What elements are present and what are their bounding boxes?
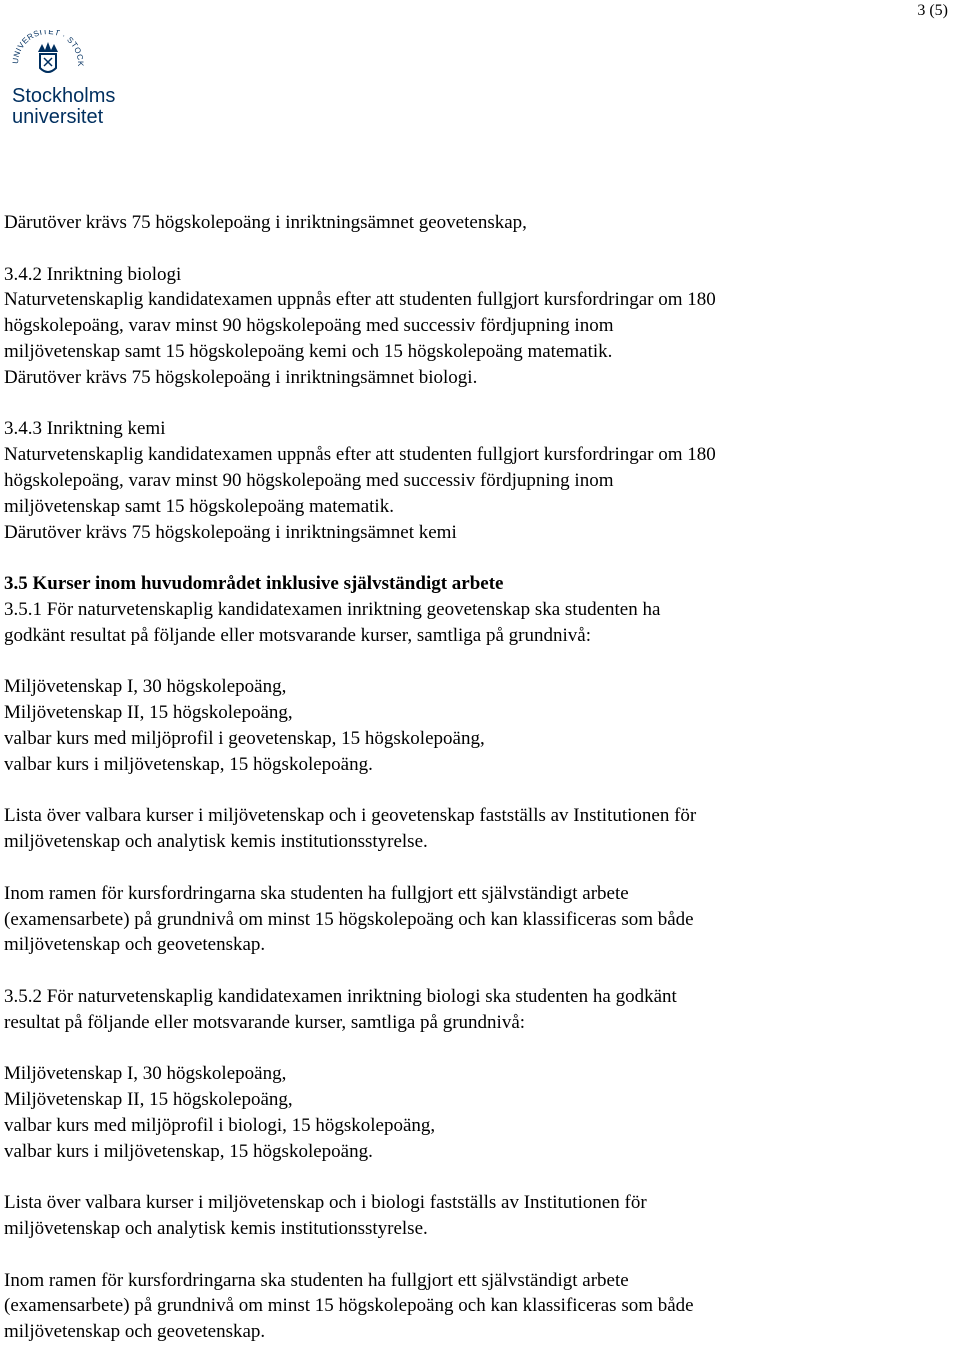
logo-word-stockholms: Stockholms	[12, 85, 116, 107]
paragraph-spacer	[4, 1164, 954, 1190]
document-body	[4, 210, 954, 1345]
section-heading	[4, 571, 954, 597]
text-line: 3.5.2 För naturvetenskaplig kandidatexamen inriktning biologi ska studenten ha godkänt	[4, 985, 677, 1007]
text-line: Miljövetenskap I, 30 högskolepoäng,	[4, 676, 287, 698]
text-line: högskolepoäng, varav minst 90 högskolepoäng med successiv fördjupning inom	[4, 469, 614, 491]
text-line: miljövetenskap och geovetenskap.	[4, 1321, 266, 1343]
text-line: 3.5.1 För naturvetenskaplig kandidatexamen inriktning geovetenskap ska studenten ha	[4, 598, 661, 620]
text-line: (examensarbete) på grundnivå om minst 15 högskolepoäng och kan klassificeras som både	[4, 1295, 694, 1317]
paragraph	[4, 416, 954, 545]
paragraph	[4, 674, 954, 777]
text-line: resultat på följande eller motsvarande kurser, samtliga på grundnivå:	[4, 1011, 526, 1033]
text-line: 3.4.3 Inriktning kemi	[4, 418, 166, 440]
text-line: Inom ramen för kursfordringarna ska studenten ha fullgjort ett självständigt arbete	[4, 1269, 629, 1291]
paragraph-spacer	[4, 236, 954, 262]
text-line: Miljövetenskap I, 30 högskolepoäng,	[4, 1063, 287, 1085]
text-line: Därutöver krävs 75 högskolepoäng i inriktningsämnet kemi	[4, 521, 457, 543]
text-line: Naturvetenskaplig kandidatexamen uppnås efter att studenten fullgjort kursfordringar om 180	[4, 444, 716, 466]
paragraph	[4, 881, 954, 958]
logo-word-universitet: universitet	[12, 106, 104, 128]
text-line: Därutöver krävs 75 högskolepoäng i inriktningsämnet biologi.	[4, 366, 478, 388]
text-line: (examensarbete) på grundnivå om minst 15 högskolepoäng och kan klassificeras som både	[4, 908, 694, 930]
text-line: 3.4.2 Inriktning biologi	[4, 263, 182, 285]
text-line: miljövetenskap samt 15 högskolepoäng matematik.	[4, 495, 394, 517]
page-number: 3 (5)	[917, 2, 948, 19]
text-line: högskolepoäng, varav minst 90 högskolepoäng med successiv fördjupning inom	[4, 315, 614, 337]
paragraph	[4, 803, 954, 855]
paragraph-spacer	[4, 1036, 954, 1062]
text-line: godkänt resultat på följande eller motsvarande kurser, samtliga på grundnivå:	[4, 624, 591, 646]
paragraph	[4, 1190, 954, 1242]
paragraph	[4, 984, 954, 1036]
stockholms-universitet-logo	[12, 30, 134, 130]
paragraph	[4, 262, 954, 391]
text-line: Därutöver krävs 75 högskolepoäng i inriktningsämnet geovetenskap,	[4, 212, 527, 233]
text-line: miljövetenskap och analytisk kemis institutionsstyrelse.	[4, 831, 428, 853]
text-line: valbar kurs i miljövetenskap, 15 högskolepoäng.	[4, 1140, 373, 1162]
paragraph	[4, 1268, 954, 1345]
text-line: miljövetenskap samt 15 högskolepoäng kemi och 15 högskolepoäng matematik.	[4, 340, 613, 362]
paragraph-spacer	[4, 391, 954, 417]
text-line: Inom ramen för kursfordringarna ska studenten ha fullgjort ett självständigt arbete	[4, 882, 629, 904]
text-line: Miljövetenskap II, 15 högskolepoäng,	[4, 702, 293, 724]
paragraph	[4, 597, 954, 649]
text-line: valbar kurs med miljöprofil i biologi, 15 högskolepoäng,	[4, 1114, 436, 1136]
paragraph	[4, 1061, 954, 1164]
logo-arc-text: NIVERSITET · STOCK	[12, 30, 86, 67]
text-line: Miljövetenskap II, 15 högskolepoäng,	[4, 1089, 293, 1111]
text-line: valbar kurs med miljöprofil i geovetenskap, 15 högskolepoäng,	[4, 727, 485, 749]
paragraph-spacer	[4, 958, 954, 984]
paragraph-spacer	[4, 1242, 954, 1268]
paragraph-spacer	[4, 649, 954, 675]
text-line: Naturvetenskaplig kandidatexamen uppnås efter att studenten fullgjort kursfordringar om 180	[4, 289, 716, 311]
text-line: miljövetenskap och geovetenskap.	[4, 934, 266, 956]
text-line: 3.5 Kurser inom huvudområdet inklusive självständigt arbete	[4, 573, 504, 595]
university-seal-icon	[12, 30, 134, 130]
text-line: Lista över valbara kurser i miljövetenskap och i geovetenskap fastställs av Institutionen för	[4, 805, 697, 827]
paragraph-spacer	[4, 855, 954, 881]
text-line: Lista över valbara kurser i miljövetenskap och i biologi fastställs av Institutionen för	[4, 1192, 647, 1214]
text-line: miljövetenskap och analytisk kemis institutionsstyrelse.	[4, 1218, 428, 1240]
text-line: valbar kurs i miljövetenskap, 15 högskolepoäng.	[4, 753, 373, 775]
paragraph-spacer	[4, 545, 954, 571]
paragraph-spacer	[4, 778, 954, 804]
paragraph	[4, 210, 954, 236]
